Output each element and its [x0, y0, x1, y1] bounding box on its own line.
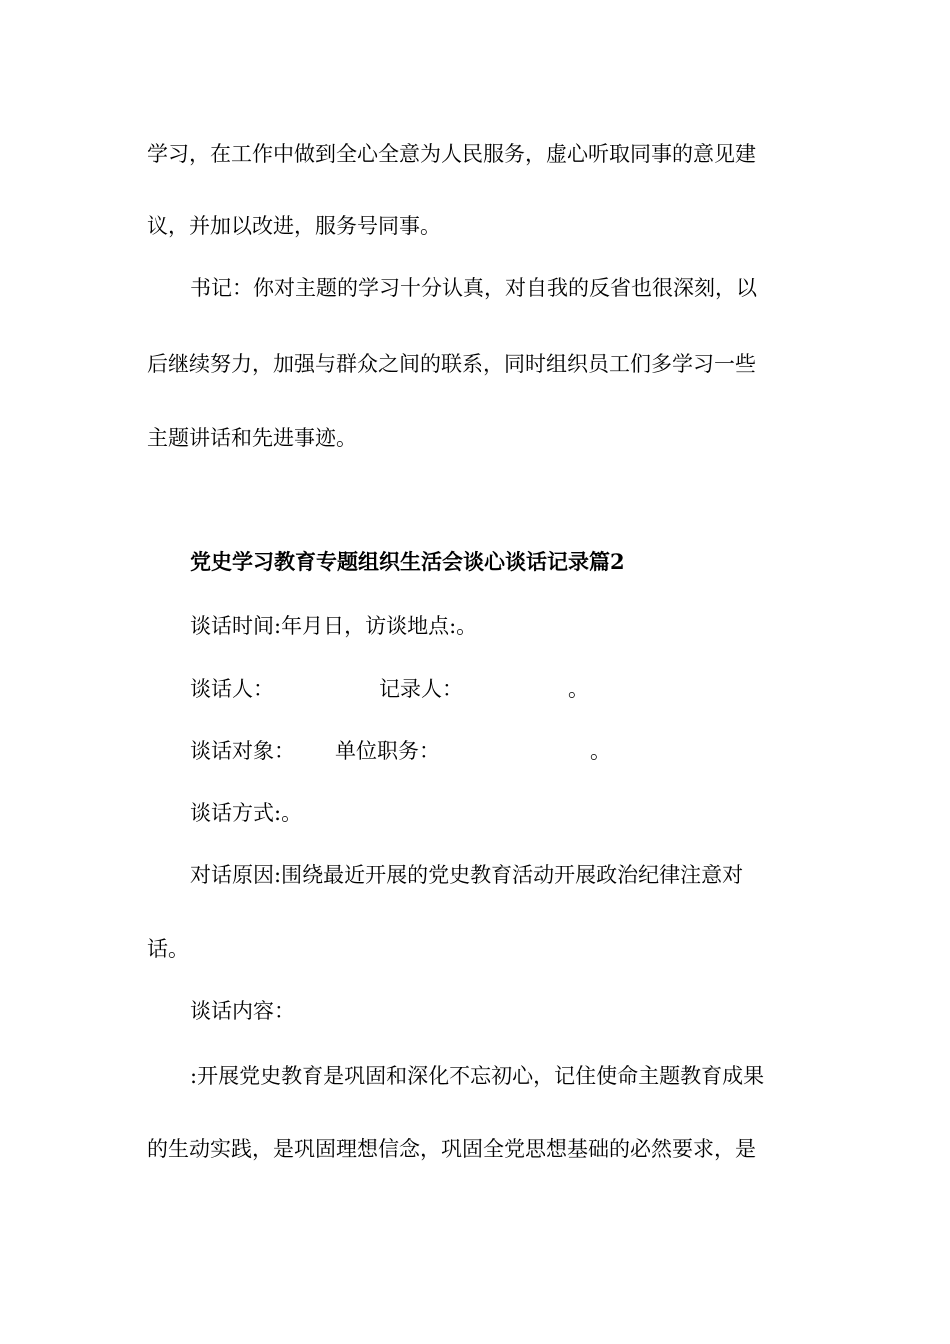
section-title: 党史学习教育专题组织生活会谈心谈话记录篇2	[190, 549, 625, 574]
target-label: 谈话对象：	[190, 739, 295, 763]
time-place-line: 谈话时间:年月日，访谈地点:。	[190, 614, 478, 638]
recorder-label: 记录人：	[379, 677, 463, 701]
content-line: :开展党史教育是巩固和深化不忘初心，记住使命主题教育成果	[190, 1064, 765, 1088]
paragraph-line: 议，并加以改进，服务号同事。	[147, 214, 441, 238]
speaker-label: 谈话人：	[190, 677, 274, 701]
reason-line: 话。	[147, 937, 189, 961]
recorder-end: 。	[568, 677, 589, 701]
position-label: 单位职务：	[335, 739, 440, 763]
paragraph-line: 主题讲话和先进事迹。	[147, 426, 357, 450]
content-label: 谈话内容：	[190, 999, 295, 1023]
content-line: 的生动实践，是巩固理想信念，巩固全党思想基础的必然要求，是	[147, 1137, 756, 1161]
paragraph-line: 后继续努力，加强与群众之间的联系，同时组织员工们多学习一些	[147, 352, 756, 376]
paragraph-line: 学习，在工作中做到全心全意为人民服务，虚心听取同事的意见建	[147, 142, 756, 166]
method-line: 谈话方式:。	[190, 801, 303, 825]
reason-line: 对话原因:围绕最近开展的党史教育活动开展政治纪律注意对	[190, 863, 744, 887]
paragraph-line: 书记：你对主题的学习十分认真，对自我的反省也很深刻，以	[190, 276, 757, 300]
position-end: 。	[590, 739, 611, 763]
